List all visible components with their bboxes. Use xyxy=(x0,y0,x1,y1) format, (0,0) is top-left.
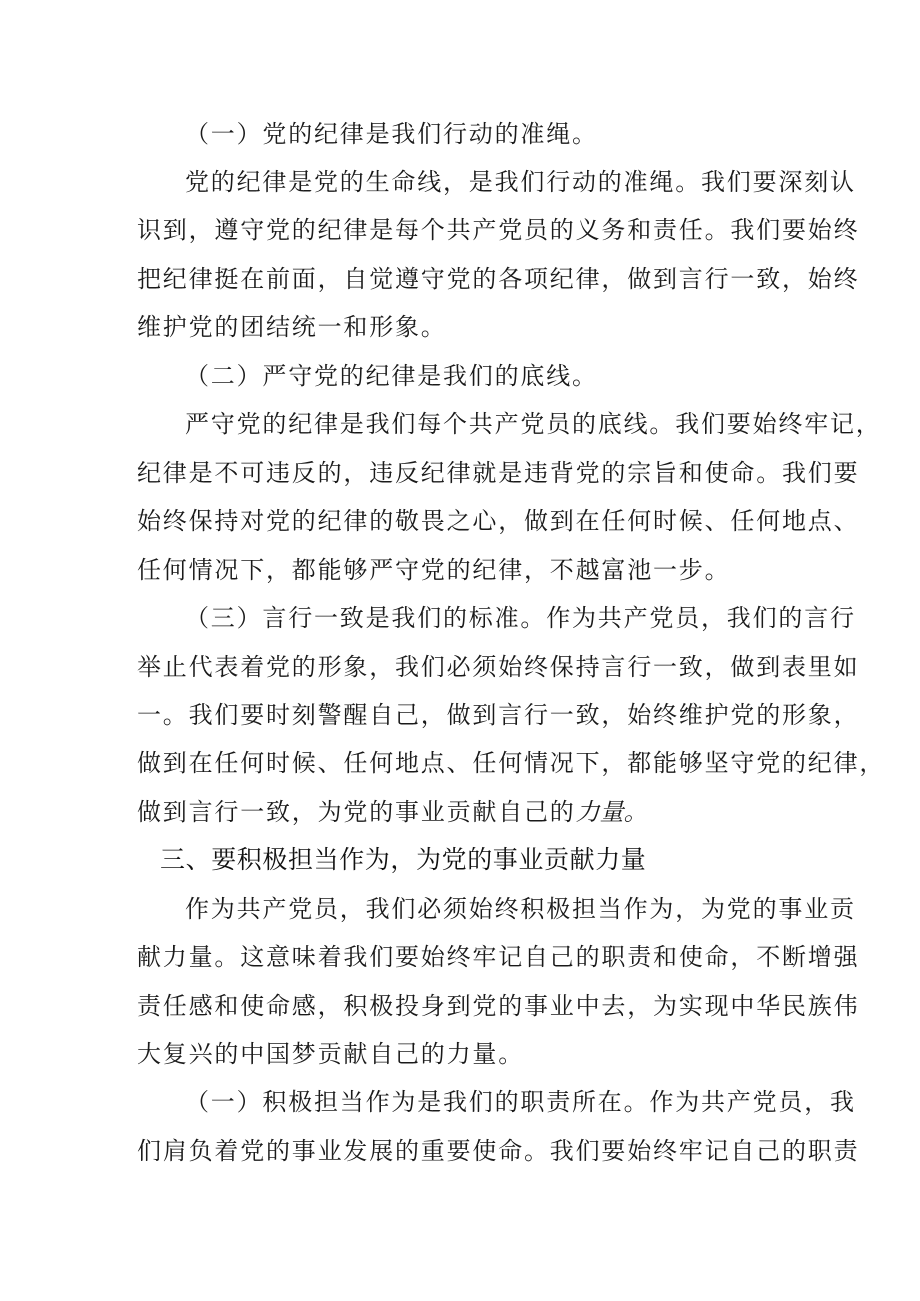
paragraph-line-tail: 力量。 xyxy=(575,798,648,826)
subheading-consistency-standard: （三）言行一致是我们的标准。作为共产党员，我们的言行 xyxy=(185,604,856,632)
subheading-responsibility: （一）积极担当作为是我们的职责所在。作为共产党员，我 xyxy=(185,1088,856,1116)
paragraph-line: 做到在任何时候、任何地点、任何情况下，都能够坚守党的纪律， xyxy=(137,749,886,777)
paragraph-line: 举止代表着党的形象，我们必须始终保持言行一致，做到表里如 xyxy=(137,653,860,681)
subheading-discipline-baseline: （二）严守党的纪律是我们的底线。 xyxy=(185,362,598,390)
paragraph-line: 严守党的纪律是我们每个共产党员的底线。我们要始终牢记， xyxy=(185,410,882,438)
paragraph-line: 把纪律挺在前面，自觉遵守党的各项纪律，做到言行一致，始终 xyxy=(137,265,860,293)
paragraph-line: 大复兴的中国梦贡献自己的力量。 xyxy=(137,1040,524,1068)
paragraph-line: 始终保持对党的纪律的敬畏之心，做到在任何时候、任何地点、 xyxy=(137,507,860,535)
paragraph-line: 献力量。这意味着我们要始终牢记自己的职责和使命，不断增强 xyxy=(137,943,860,971)
paragraph-line-text: 做到言行一致，为党的事业贡献自己的 xyxy=(137,798,576,826)
paragraph-line: 们肩负着党的事业发展的重要使命。我们要始终牢记自己的职责 xyxy=(137,1137,860,1165)
paragraph-line: 纪律是不可违反的，违反纪律就是违背党的宗旨和使命。我们要 xyxy=(137,459,860,487)
paragraph-line: 一。我们要时刻警醒自己，做到言行一致，始终维护党的形象， xyxy=(137,701,860,729)
paragraph-line: 党的纪律是党的生命线，是我们行动的准绳。我们要深刻认 xyxy=(185,168,856,196)
subheading-discipline-guideline: （一）党的纪律是我们行动的准绳。 xyxy=(185,120,598,148)
paragraph-line: 任何情况下，都能够严守党的纪律，不越富池一步。 xyxy=(137,556,731,584)
paragraph-line: 责任感和使命感，积极投身到党的事业中去，为实现中华民族伟 xyxy=(137,992,860,1020)
paragraph-line: 维护党的团结统一和形象。 xyxy=(137,313,447,341)
section-heading: 三、要积极担当作为，为党的事业贡献力量 xyxy=(160,845,647,874)
paragraph-line: 作为共产党员，我们必须始终积极担当作为，为党的事业贡 xyxy=(185,895,856,923)
paragraph-line xyxy=(137,788,797,836)
paragraph-line: 识到，遵守党的纪律是每个共产党员的义务和责任。我们要始终 xyxy=(137,216,860,244)
